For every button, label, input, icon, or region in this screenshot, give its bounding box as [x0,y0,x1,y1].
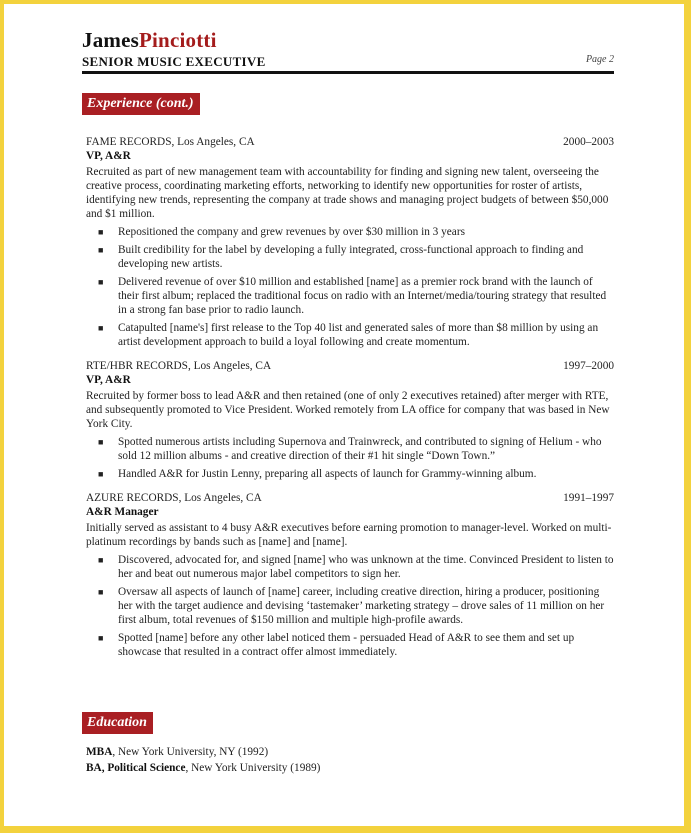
job-dates: 1991–1997 [563,492,614,504]
bullet-item [86,435,614,463]
job-header [86,359,614,373]
bullet-text: Discovered, advocated for, and signed [name] who was unknown at the time. Convinced President to listen to her and beat out numerous major label competitors to sign her. [118,554,614,580]
page-number: Page 2 [585,54,614,65]
candidate-title: SENIOR MUSIC EXECUTIVE [82,54,266,69]
bullet-item [86,585,614,627]
bullet-item [86,243,614,271]
bullet-item [86,553,614,581]
education-entry [86,744,614,760]
job-bullets [86,553,614,659]
bullet-item [86,225,614,239]
bullet-text: Repositioned the company and grew revenues by over $30 million in 3 years [118,226,465,238]
experience-heading: Experience (cont.) [82,93,200,115]
job-header [86,491,614,505]
job-title: VP, A&R [86,150,131,162]
bullet-icon: ■ [98,633,104,643]
job-entry [86,135,614,349]
job-bullets [86,225,614,349]
job-dates: 2000–2003 [563,136,614,148]
header-rule [82,71,614,74]
job-summary: Recruited by former boss to lead A&R and then retained (one of only 2 executives retained) after merger with RTE, and subsequently promoted to Vice President. Worked remotely from LA office for company that was based in New York City. [86,390,610,430]
degree: MBA [86,746,113,758]
job-entry [86,491,614,659]
education-heading: Education [82,712,153,734]
job-title: VP, A&R [86,374,131,386]
job-entry [86,359,614,481]
bullet-icon: ■ [98,245,104,255]
degree-detail: , New York University, NY (1992) [112,746,269,758]
education-entry [86,760,614,776]
bullet-text: Handled A&R for Justin Lenny, preparing all aspects of launch for Grammy-winning album. [118,468,537,480]
education-list [86,744,614,776]
bullet-text: Spotted [name] before any other label noticed them - persuaded Head of A&R to see them and set up showcase that resulted in a contract offer almost immediately. [118,632,575,658]
bullet-icon: ■ [98,469,104,479]
bullet-icon: ■ [98,555,104,565]
bullet-item [86,275,614,317]
bullet-item [86,631,614,659]
bullet-icon: ■ [98,587,104,597]
degree-detail: , New York University (1989) [185,762,321,774]
bullet-item [86,467,614,481]
experience-list [86,135,614,669]
bullet-text: Spotted numerous artists including Supernova and Trainwreck, and contributed to signing of Helium - who sold 12 million albums - and creative direction of their #1 hit single “Down Town.” [118,436,602,462]
job-title: A&R Manager [86,506,159,518]
job-summary: Initially served as assistant to 4 busy A&R executives before earning promotion to manager-level. Worked on multi-platinum recordings by bands such as [name] and [name]. [86,522,612,548]
bullet-icon: ■ [98,227,104,237]
job-dates: 1997–2000 [563,360,614,372]
bullet-icon: ■ [98,437,104,447]
job-summary: Recruited as part of new management team with accountability for finding and signing new talent, overseeing the creative process, coordinating marketing efforts, networking to identify new opportunities for roster of artists, identifying new trends, representing the company at trade shows and managing project budgets of between $50,000 and $1 million. [86,166,609,220]
resume-header [82,28,614,70]
first-name: James [82,28,139,52]
candidate-name [82,28,614,52]
last-name: Pinciotti [139,28,217,52]
bullet-icon: ■ [98,323,104,333]
resume-page [4,4,684,826]
job-company: RTE/HBR RECORDS, Los Angeles, CA [86,360,272,372]
bullet-text: Built credibility for the label by developing a fully integrated, cross-functional approach to finding and developing new artists. [118,244,584,270]
job-bullets [86,435,614,481]
bullet-text: Delivered revenue of over $10 million and established [name] as a premier rock brand with the launch of their first album; replaced the traditional focus on radio with an Internet/media/touring strategy that resulted in a strong fan base prior to radio launch. [118,276,607,316]
bullet-item [86,321,614,349]
job-header [86,135,614,149]
bullet-icon: ■ [98,277,104,287]
job-company: AZURE RECORDS, Los Angeles, CA [86,492,262,504]
bullet-text: Oversaw all aspects of launch of [name] career, including creative direction, hiring a producer, positioning her with the target audience and devising ‘tastemaker’ marketing strategy – drove sales of 11 million on her first album, total revenues of $150 million and multiple high-profile awards. [118,586,605,626]
bullet-text: Catapulted [name's] first release to the Top 40 list and generated sales of more than $8 million by using an artist development approach to build a loyal following and create momentum. [118,322,599,348]
degree: BA, Political Science [86,762,186,774]
job-company: FAME RECORDS, Los Angeles, CA [86,136,255,148]
